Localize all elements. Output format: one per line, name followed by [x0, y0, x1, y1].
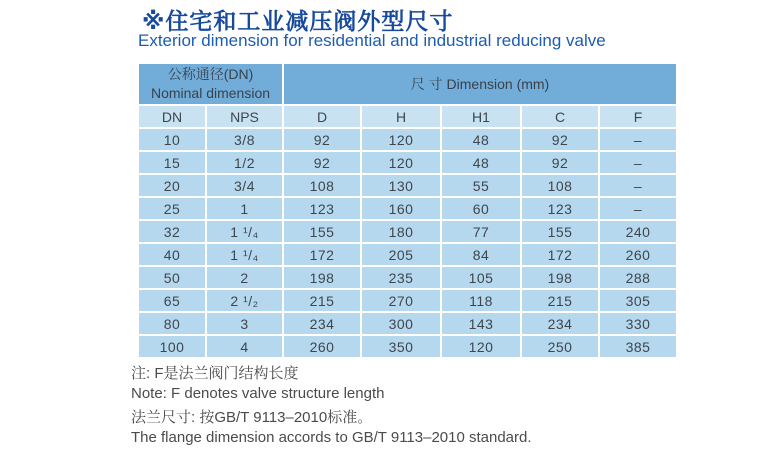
dimension-table	[137, 62, 678, 359]
table-cell: 80	[138, 312, 206, 335]
flange-note-cn: 法兰尺寸: 按GB/T 9113–2010标准。	[131, 409, 373, 426]
table-cell: 108	[283, 174, 361, 197]
table-cell: 92	[521, 151, 599, 174]
table-cell: 100	[138, 335, 206, 358]
table-cell: 1 ¹/₄	[206, 220, 283, 243]
group-header-nominal-cn: 公称通径(DN)	[167, 66, 254, 82]
table-row	[138, 128, 677, 151]
table-cell: 205	[361, 243, 441, 266]
table-row	[138, 151, 677, 174]
table-cell: –	[599, 128, 677, 151]
table-cell: 198	[521, 266, 599, 289]
table-cell: 270	[361, 289, 441, 312]
column-header-f: F	[599, 105, 677, 128]
table-cell: 92	[283, 128, 361, 151]
table-cell: 172	[521, 243, 599, 266]
table-cell: 25	[138, 197, 206, 220]
column-header-h: H	[361, 105, 441, 128]
table-cell: 215	[283, 289, 361, 312]
table-cell: 50	[138, 266, 206, 289]
table-cell: 3/4	[206, 174, 283, 197]
table-cell: 48	[441, 128, 521, 151]
table-cell: 84	[441, 243, 521, 266]
table-cell: 1	[206, 197, 283, 220]
table-cell: 130	[361, 174, 441, 197]
table-cell: 120	[441, 335, 521, 358]
group-header-nominal	[138, 63, 283, 105]
table-cell: 160	[361, 197, 441, 220]
table-cell: 92	[521, 128, 599, 151]
table-cell: 240	[599, 220, 677, 243]
table-cell: 92	[283, 151, 361, 174]
table-cell: 155	[521, 220, 599, 243]
table-cell: 60	[441, 197, 521, 220]
table-cell: 77	[441, 220, 521, 243]
table-cell: 120	[361, 151, 441, 174]
table-cell: 108	[521, 174, 599, 197]
table-cell: 3/8	[206, 128, 283, 151]
table-row	[138, 335, 677, 358]
table-cell: 260	[283, 335, 361, 358]
table-row	[138, 174, 677, 197]
note-en: Note: F denotes valve structure length	[131, 385, 385, 402]
table-cell: 1/2	[206, 151, 283, 174]
table-cell: 32	[138, 220, 206, 243]
note-cn: 注: F是法兰阀门结构长度	[131, 365, 299, 382]
column-header-h1: H1	[441, 105, 521, 128]
table-cell: 40	[138, 243, 206, 266]
table-cell: 155	[283, 220, 361, 243]
column-header-nps: NPS	[206, 105, 283, 128]
table-cell: 15	[138, 151, 206, 174]
table-cell: 172	[283, 243, 361, 266]
table-cell: 3	[206, 312, 283, 335]
table-cell: –	[599, 174, 677, 197]
table-row	[138, 243, 677, 266]
table-cell: 65	[138, 289, 206, 312]
table-cell: 120	[361, 128, 441, 151]
page-title: ※住宅和工业减压阀外型尺寸	[142, 8, 454, 34]
column-header-dn: DN	[138, 105, 206, 128]
table-cell: 55	[441, 174, 521, 197]
table-cell: 105	[441, 266, 521, 289]
table-row	[138, 197, 677, 220]
group-header-nominal-en: Nominal dimension	[150, 85, 271, 101]
column-header-d: D	[283, 105, 361, 128]
table-cell: 305	[599, 289, 677, 312]
table-group-header-row	[138, 63, 677, 105]
table-cell: 2 ¹/₂	[206, 289, 283, 312]
column-header-c: C	[521, 105, 599, 128]
table-column-header-row	[138, 105, 677, 128]
table-cell: 235	[361, 266, 441, 289]
table-cell: 215	[521, 289, 599, 312]
table-cell: 234	[521, 312, 599, 335]
table-cell: 123	[283, 197, 361, 220]
table-cell: 350	[361, 335, 441, 358]
table-row	[138, 312, 677, 335]
table-cell: –	[599, 151, 677, 174]
table-cell: 300	[361, 312, 441, 335]
flange-note-en: The flange dimension accords to GB/T 9113–2010 standard.	[131, 429, 532, 446]
table-cell: 118	[441, 289, 521, 312]
table-cell: 10	[138, 128, 206, 151]
table-cell: 48	[441, 151, 521, 174]
table-cell: 250	[521, 335, 599, 358]
table-cell: 20	[138, 174, 206, 197]
table-cell: 330	[599, 312, 677, 335]
table-cell: 123	[521, 197, 599, 220]
table-cell: –	[599, 197, 677, 220]
table-cell: 4	[206, 335, 283, 358]
notes-block	[131, 364, 532, 448]
table-cell: 234	[283, 312, 361, 335]
table-cell: 1 ¹/₄	[206, 243, 283, 266]
table-row	[138, 289, 677, 312]
table-cell: 288	[599, 266, 677, 289]
table-body	[138, 128, 677, 358]
table-cell: 180	[361, 220, 441, 243]
table-row	[138, 220, 677, 243]
table-row	[138, 266, 677, 289]
table-cell: 198	[283, 266, 361, 289]
table-cell: 143	[441, 312, 521, 335]
table-cell: 2	[206, 266, 283, 289]
page-subtitle: Exterior dimension for residential and industrial reducing valve	[138, 31, 606, 50]
table-cell: 385	[599, 335, 677, 358]
table-cell: 260	[599, 243, 677, 266]
group-header-dimension: 尺 寸 Dimension (mm)	[283, 63, 677, 105]
